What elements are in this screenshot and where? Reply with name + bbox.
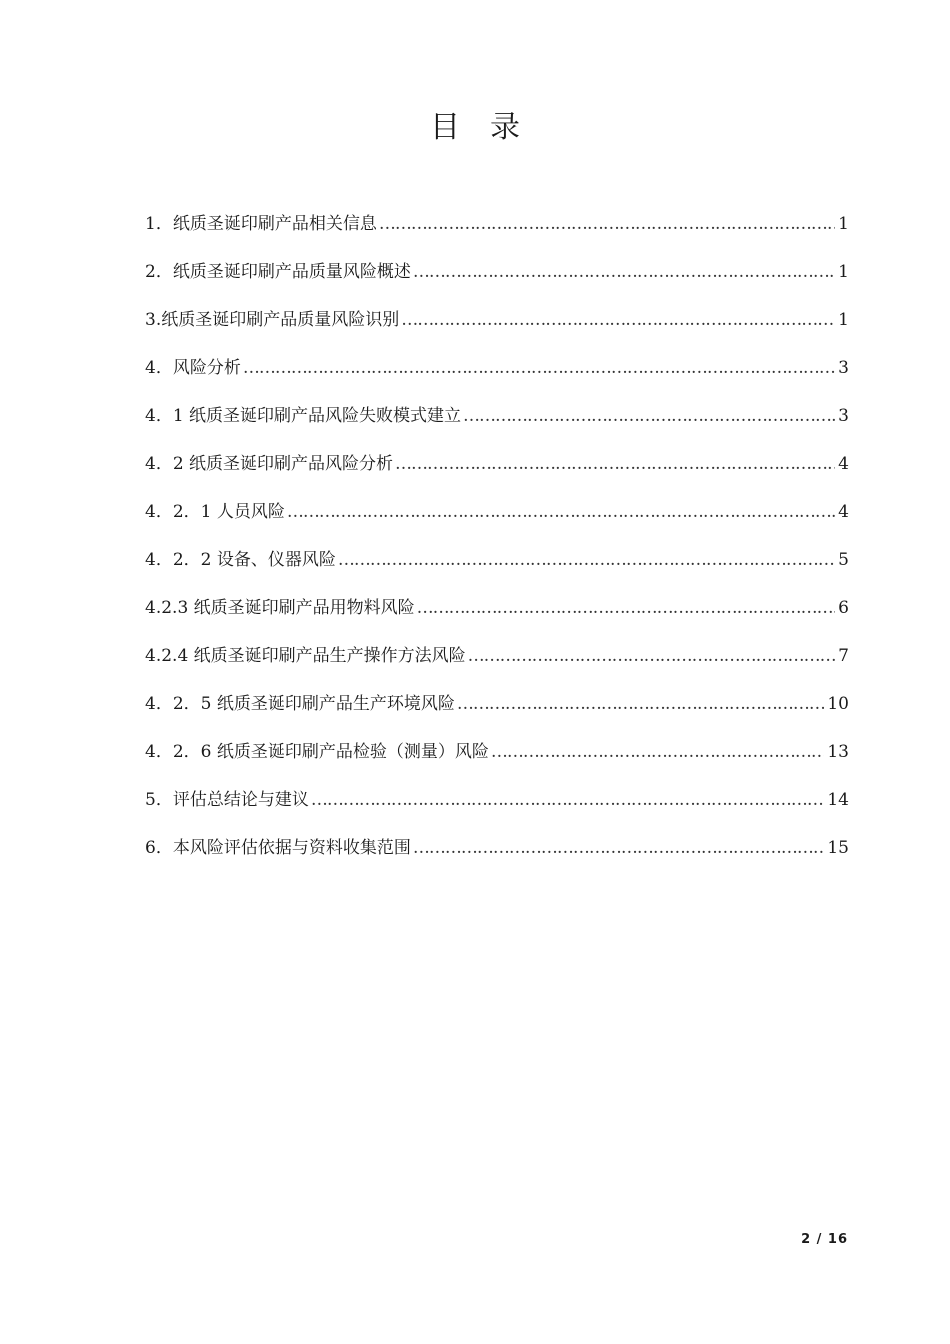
toc-dot-leader	[401, 306, 835, 334]
toc-entry[interactable]	[145, 258, 849, 306]
toc-entry-page: 3	[838, 358, 849, 378]
toc-entry-label: 1．纸质圣诞印刷产品相关信息	[145, 214, 377, 234]
toc-entry-page: 5	[838, 550, 849, 570]
toc-entry-label: 4.2.4 纸质圣诞印刷产品生产操作方法风险	[145, 646, 466, 666]
toc-entry-label: 5．评估总结论与建议	[145, 790, 309, 810]
toc-dot-leader	[395, 450, 835, 478]
page-number: 2 / 16	[801, 1232, 848, 1247]
toc-entry[interactable]	[145, 642, 849, 690]
toc-entry[interactable]	[145, 594, 849, 642]
toc-dot-leader	[491, 738, 825, 766]
toc-entry[interactable]	[145, 498, 849, 546]
toc-dot-leader	[413, 834, 825, 862]
toc-entry[interactable]	[145, 402, 849, 450]
toc-entry-page: 1	[838, 262, 849, 282]
toc-dot-leader	[379, 210, 835, 238]
toc-entry-label: 3.纸质圣诞印刷产品质量风险识别	[145, 310, 400, 330]
toc-dot-leader	[463, 402, 835, 430]
page-title: 目录	[430, 110, 550, 145]
toc-entry-page: 1	[838, 310, 849, 330]
toc-dot-leader	[417, 594, 836, 622]
toc-entry-page: 14	[827, 790, 849, 810]
toc-entry-page: 7	[838, 646, 849, 666]
table-of-contents	[145, 210, 849, 882]
toc-entry-label: 4.2.3 纸质圣诞印刷产品用物料风险	[145, 598, 415, 618]
toc-entry[interactable]	[145, 450, 849, 498]
toc-dot-leader	[243, 354, 835, 382]
toc-dot-leader	[457, 690, 825, 718]
toc-entry-label: 4．2．2 设备、仪器风险	[145, 550, 336, 570]
toc-entry[interactable]	[145, 210, 849, 258]
toc-entry-page: 4	[838, 454, 849, 474]
toc-entry-page: 1	[838, 214, 849, 234]
toc-entry-page: 4	[838, 502, 849, 522]
toc-entry[interactable]	[145, 306, 849, 354]
toc-entry-label: 4．1 纸质圣诞印刷产品风险失败模式建立	[145, 406, 462, 426]
toc-entry[interactable]	[145, 690, 849, 738]
toc-dot-leader	[338, 546, 835, 574]
toc-entry-label: 4．2．5 纸质圣诞印刷产品生产环境风险	[145, 694, 455, 714]
toc-entry-page: 10	[827, 694, 849, 714]
toc-entry-page: 13	[827, 742, 849, 762]
toc-entry-page: 15	[827, 838, 849, 858]
toc-dot-leader	[468, 642, 836, 670]
toc-entry[interactable]	[145, 546, 849, 594]
toc-entry-label: 4．风险分析	[145, 358, 241, 378]
toc-dot-leader	[311, 786, 825, 814]
toc-entry[interactable]	[145, 738, 849, 786]
toc-dot-leader	[413, 258, 835, 286]
toc-entry[interactable]	[145, 834, 849, 882]
toc-entry-label: 2．纸质圣诞印刷产品质量风险概述	[145, 262, 411, 282]
toc-dot-leader	[287, 498, 835, 526]
toc-entry-page: 3	[838, 406, 849, 426]
toc-entry-label: 4．2．1 人员风险	[145, 502, 285, 522]
toc-entry[interactable]	[145, 354, 849, 402]
toc-entry-label: 4．2．6 纸质圣诞印刷产品检验（测量）风险	[145, 742, 489, 762]
toc-entry-label: 4．2 纸质圣诞印刷产品风险分析	[145, 454, 394, 474]
toc-entry-label: 6．本风险评估依据与资料收集范围	[145, 838, 411, 858]
toc-entry-page: 6	[838, 598, 849, 618]
toc-entry[interactable]	[145, 786, 849, 834]
